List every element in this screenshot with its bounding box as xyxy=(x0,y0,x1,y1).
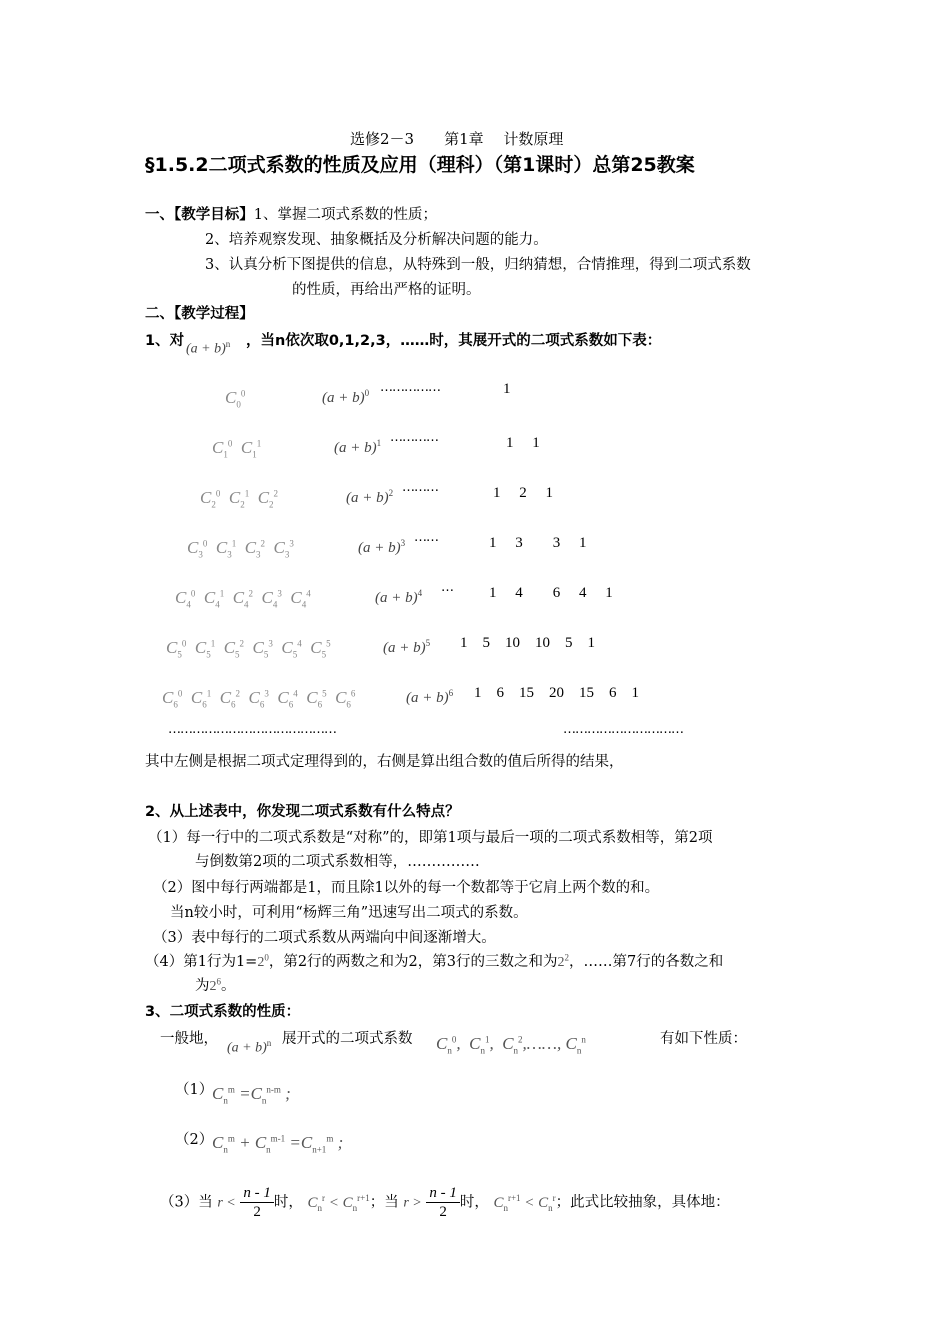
power-2-2: $2^2$ xyxy=(557,952,570,970)
properties-intro-b: 展开式的二项式系数 xyxy=(282,1031,413,1047)
objective-1: 1、掌握二项式系数的性质； xyxy=(253,207,437,223)
expr-row-6: $(a + b)^6$ xyxy=(406,688,454,706)
answer-3: （3）表中每行的二项式系数从两端向中间逐渐增大。 xyxy=(153,930,496,946)
property-3-when-2: ；当 xyxy=(369,1194,399,1211)
ineq-2: $C_n^{r+1} < C_n^r$ xyxy=(493,1192,556,1213)
expr-row-2: $(a + b)^2$ xyxy=(346,488,394,506)
property-3-line xyxy=(160,1184,730,1221)
c-row-2: $C_2^0$ $C_2^1$ $C_2^2$ xyxy=(200,488,279,510)
values-row-2: 1 2 1 xyxy=(493,485,554,501)
expr-row-4: $(a + b)^4$ xyxy=(375,588,423,606)
c-row-5: $C_5^0$ $C_5^1$ $C_5^2$ $C_5^3$ $C_5^4$ $C_5^5$ xyxy=(166,638,331,660)
course-header: 选修2－3 第1章 计数原理 xyxy=(350,130,564,148)
power-2-0: $2^0$ xyxy=(257,952,269,970)
properties-intro-a: 一般地， xyxy=(160,1031,218,1047)
expr-row-5: $(a + b)^5$ xyxy=(383,638,431,656)
coeff-list: $C_n^0$, $C_n^1$, $C_n^2,\dots\dots$, $C_n^n$ xyxy=(436,1034,586,1056)
c-row-0: $C_0^0$ xyxy=(225,388,246,410)
values-row-4: 1 4 6 4 1 xyxy=(489,585,613,601)
property-3-then-2: 时， xyxy=(459,1194,489,1211)
property-1-label: （1） xyxy=(175,1082,214,1098)
property-1-formula: $C_n^m =C_n^{n-m}$ ; xyxy=(212,1084,291,1106)
objective-3a: 3、认真分析下图提供的信息，从特殊到一般，归纳猜想，合情推理，得到二项式系数 xyxy=(205,257,751,273)
r-greater: r > xyxy=(403,1195,422,1211)
property-3-label: （3）当 xyxy=(160,1194,213,1211)
c-row-6: $C_6^0$ $C_6^1$ $C_6^2$ $C_6^3$ $C_6^4$ $C_6^5$ $C_6^6$ xyxy=(162,688,356,710)
c-row-1: $C_1^0$ $C_1^1$ xyxy=(212,438,262,460)
answer-4-part-d: 为 xyxy=(195,978,210,994)
property-2-label: （2） xyxy=(175,1132,214,1148)
process-p1-a: 1、对 xyxy=(145,333,185,349)
dots-row-1: ………… xyxy=(390,430,438,445)
c-row-3: $C_3^0$ $C_3^1$ $C_3^2$ $C_3^3$ xyxy=(187,538,294,560)
answer-4-part-e: 。 xyxy=(221,978,236,994)
r-less: r < xyxy=(217,1195,236,1211)
answer-4b xyxy=(195,974,236,995)
dots-row-0: …………… xyxy=(380,380,440,395)
values-row-1: 1 1 xyxy=(506,435,540,451)
answer-2a: （2）图中每行两端都是1，而且除1以外的每一个数都等于它肩上两个数的和。 xyxy=(153,880,660,896)
process-label: 二、【教学过程】 xyxy=(145,306,254,322)
values-row-5: 1 5 10 10 5 1 xyxy=(460,635,596,651)
table-note: 其中左侧是根据二项式定理得到的，右侧是算出组合数的值后所得的结果， xyxy=(145,754,624,770)
answer-1b: 与倒数第2项的二项式系数相等，…………… xyxy=(195,854,480,870)
c-row-4: $C_4^0$ $C_4^1$ $C_4^2$ $C_4^3$ $C_4^4$ xyxy=(175,588,311,610)
objectives-line-1 xyxy=(145,203,437,224)
properties-intro-c: 有如下性质： xyxy=(660,1031,747,1047)
ineq-1: $C_n^r < C_n^{r+1}$ xyxy=(307,1192,370,1213)
values-row-6: 1 6 15 20 15 6 1 xyxy=(474,685,640,701)
dots-row-4: … xyxy=(441,580,453,595)
answer-1a: （1）每一行中的二项式系数是“对称”的，即第1项与最后一项的二项式系数相等，第2项 xyxy=(148,830,713,846)
objectives-label: 一、【教学目标】 xyxy=(145,207,254,223)
dots-left: …………………………………… xyxy=(168,722,336,737)
dots-row-2: ……… xyxy=(402,480,438,495)
dots-row-3: …… xyxy=(414,530,438,545)
answer-4a xyxy=(145,950,723,971)
values-row-3: 1 3 3 1 xyxy=(489,535,587,551)
expr-row-3: $(a + b)^3$ xyxy=(358,538,406,556)
properties-label: 3、二项式系数的性质： xyxy=(145,1004,301,1020)
dots-right: ………………………… xyxy=(563,722,683,737)
expr-row-0: $(a + b)^0$ xyxy=(322,388,370,406)
binomial-expr: $(a + b)^n$ xyxy=(186,339,231,357)
expr-row-1: $(a + b)^1$ xyxy=(334,438,382,456)
values-row-0: 1 xyxy=(503,381,511,397)
answer-4-part-c: ，……第7行的各数之和 xyxy=(569,954,724,970)
power-2-6: $2^6$ xyxy=(209,976,221,994)
process-p1-b: ，当n依次取0,1,2,3，……时，其展开式的二项式系数如下表： xyxy=(246,333,662,349)
objective-2: 2、培养观察发现、抽象概括及分析解决问题的能力。 xyxy=(205,232,548,248)
objective-3b: 的性质，再给出严格的证明。 xyxy=(292,282,481,298)
answer-2b: 当n较小时，可利用“杨辉三角”迅速写出二项式的系数。 xyxy=(170,905,528,921)
property-2-formula: $C_n^m + C_n^{m-1} =C_{n+1}^m$ ; xyxy=(212,1133,344,1155)
binomial-expr-2: $(a + b)^n$ xyxy=(227,1038,272,1056)
fraction-2: $\frac{n - 1}{2}$ xyxy=(426,1184,460,1221)
property-3-then-1: 时， xyxy=(273,1194,303,1211)
property-3-tail: ；此式比较抽象，具体地： xyxy=(555,1194,730,1211)
answer-4-part-b: ，第2行的两数之和为2，第3行的三数之和为 xyxy=(268,954,558,970)
question-2: 2、从上述表中，你发现二项式系数有什么特点？ xyxy=(145,804,460,820)
lesson-title: §1.5.2二项式系数的性质及应用（理科）（第1课时）总第25教案 xyxy=(145,154,695,176)
answer-4-part-a: （4）第1行为1= xyxy=(145,954,258,970)
fraction-1: $\frac{n - 1}{2}$ xyxy=(240,1184,274,1221)
